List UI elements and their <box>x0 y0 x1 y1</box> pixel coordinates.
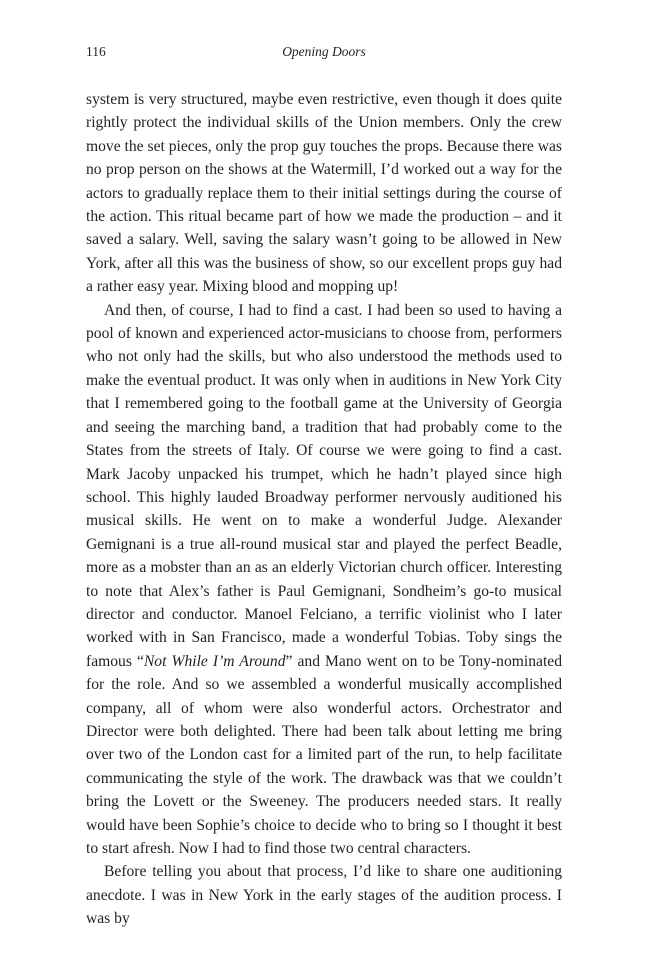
song-title: Not While I’m Around <box>143 652 286 670</box>
paragraph-text: Before telling you about that process, I’d like to share one auditioning anecdote. I was in New York in the early stages of the audition process. I was by <box>86 863 562 928</box>
page-number: 116 <box>86 44 106 59</box>
page-header <box>86 44 562 64</box>
paragraph-props <box>86 88 562 299</box>
paragraph-text: system is very structured, maybe even restrictive, even though it does quite rightly protect the individual skills of the Union members. Only the crew move the set pieces, only the prop guy touches the props. Because there was no prop person on the shows at the Watermill, I’d worked out a way for the actors to gradually replace them to their initial settings during the course of the action. This ritual became part of how we made the production – and it saved a salary. Well, saving the salary wasn’t going to be allowed in New York, after all this was the business of show, so our excellent props guy had a rather easy year. Mixing blood and mopping up! <box>86 91 562 296</box>
running-title: Opening Doors <box>282 44 366 59</box>
paragraph-casting <box>86 299 562 861</box>
paragraph-text: ” and Mano went on to be Tony-nominated for the role. And so we assembled a wonderful musically accomplished company, all of whom were also wonderful actors. Orchestrator and Director were both delighted. There had been talk about letting me bring over two of the London cast for a limited part of the run, to help facilitate communicating the style of the work. The drawback was that we couldn’t bring the Lovett or the Sweeney. The producers needed stars. It really would have been Sophie’s choice to decide who to bring so I thought it best to start afresh. Now I had to find those two central characters. <box>86 652 563 857</box>
body-text <box>86 88 562 931</box>
paragraph-anecdote <box>86 860 562 930</box>
paragraph-text: And then, of course, I had to find a cast. I had been so used to having a pool of known and experienced actor-musicians to choose from, performers who not only had the skills, but who also understood the methods used to make the eventual product. It was only when in auditions in New York City that I remembered going to the football game at the University of Georgia and seeing the marching band, a tradition that had probably come to the States from the streets of Italy. Of course we were going to find a cast. Mark Jacoby unpacked his trumpet, which he hadn’t played since high school. This highly lauded Broadway performer nervously auditioned his musical skills. He went on to make a wonderful Judge. Alexander Gemignani is a true all-round musical star and played the perfect Beadle, more as a mobster than an as an elderly Victorian church officer. Interesting to note that Alex’s father is Paul Gemignani, Sondheim’s go-to musical director and conductor. Manoel Felciano, a terrific violinist who I later worked with in San Francisco, made a wonderful Tobias. Toby sings the famous “ <box>86 301 562 670</box>
